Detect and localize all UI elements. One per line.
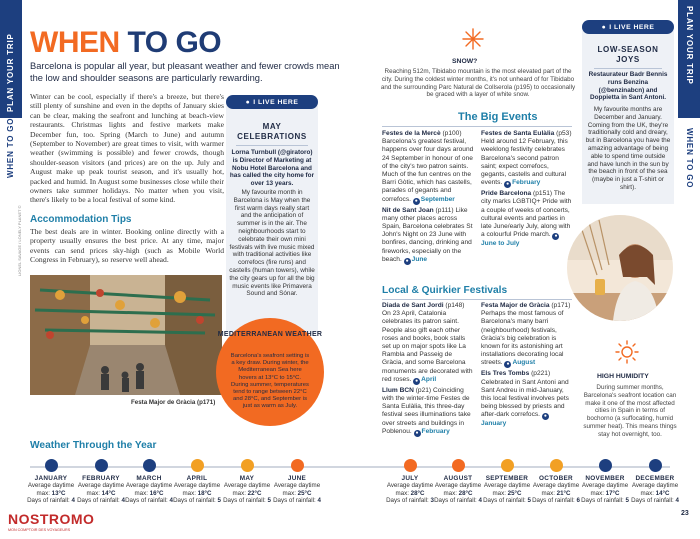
weather-icon (550, 459, 563, 472)
calendar-icon: ● (415, 429, 419, 436)
temp-label: Average daytime max: (27, 482, 75, 497)
month-name: MARCH (136, 475, 162, 482)
local-festivals-column-1 (382, 302, 474, 437)
temp-value: 13°C (51, 489, 66, 497)
festival-street-photo (30, 275, 222, 395)
calendar-icon: ● (405, 257, 409, 264)
title-part2: TO GO (127, 26, 222, 59)
right-band-label: PLAN YOUR TRIP (685, 6, 694, 85)
festival-item: Llum BCN (p21) Coinciding with the winter-time Festes de Santa Eulàlia, this three-day festival sees illuminations take over streets and buildings in Poblenou. ● February (382, 386, 471, 436)
page-title (30, 26, 221, 60)
mediterranean-body: Barcelona's seafront setting is a key draw. During winter, the Mediterranean Sea here hovers at 13°C to 15°C. During summer, temperatures tend to range between 22°C and 28°C, and September is just as warm as July. (230, 353, 310, 410)
weather-icon (501, 459, 514, 472)
divider (236, 145, 308, 146)
weather-icon (649, 459, 662, 472)
temp-value: 28°C (458, 489, 473, 497)
temp-label: Average daytime max: (581, 482, 629, 497)
nostromo-logo: NOSTROMO MON COMPTOIR DES VOYAGEURS (6, 509, 74, 539)
snow-body: Reaching 512m, Tibidabo mountain is the most elevated part of the city. During the coldest winter months, it's not unheard of for Tibidabo and the surrounding Parc Natural de Collserola (p195) to occasionally be graced with a layer of white snow. (380, 68, 576, 99)
temp-label: Average daytime max: (532, 482, 580, 497)
low-season-body: My favourite months are December and January. Coming from the UK, they're traditionally cold and dreary, but in Barcelona you have the amazing advantage of being able to spend time outside and have lunch in the sun by the beach in front of the sea (maybe in just a T-shirt or shirt). (585, 106, 671, 191)
rain-value: 5 (267, 497, 271, 505)
month-name: JUNE (287, 475, 307, 482)
rain-label: Days of rainfall: (581, 497, 626, 505)
month-name: JANUARY (34, 475, 68, 482)
page-number: 23 (681, 510, 689, 517)
low-season-heading: LOW-SEASON JOYS (597, 45, 659, 64)
rain-value: 6 (576, 497, 580, 505)
low-season-intro: Restaurateur Badr Bennis runs Benzina (@benzinabcn) and Doppietta in Sant Antoni. (588, 71, 668, 102)
rain-label: Days of rainfall: (77, 497, 122, 505)
temp-label: Average daytime max: (173, 482, 221, 497)
month-name: JULY (401, 475, 419, 482)
rain-label: Days of rainfall: (532, 497, 577, 505)
month-stats (626, 482, 684, 505)
month-name: OCTOBER (539, 475, 573, 482)
title-part1: WHEN (30, 26, 120, 59)
snow-heading: SNOW? (452, 58, 478, 65)
month-name: DECEMBER (635, 475, 675, 482)
month-june (268, 459, 326, 505)
calendar-icon: ● (506, 361, 510, 368)
temp-value: 28°C (410, 489, 425, 497)
temp-label: Average daytime max: (434, 482, 482, 497)
event-item: Festes de Santa Eulàlia (p53) Held around 12 February, this weeklong festivity celebrates Barcelona's second patron saint; expect correfocs, gegants, castells and cultural events. ● February (481, 130, 572, 188)
temp-value: 25°C (297, 489, 312, 497)
month-name: FEBRUARY (82, 475, 120, 482)
festival-item: Els Tres Tombs (p221) Celebrated in Sant Antoni and Sant Andreu in mid-January, this local festival involves pets being blessed by priests and after-dark correfocs. ●January (481, 370, 569, 428)
calendar-icon: ● (543, 413, 547, 420)
month-name: NOVEMBER (585, 475, 625, 482)
rain-label: Days of rainfall: (386, 497, 431, 505)
accommodation-text: The best deals are in winter. Booking online directly with a property usually ensures the best price. At any time, major events can send prices sky-high (such as Mobile World Congress in February), so reserve well ahead. (30, 227, 224, 265)
rain-value: 4 (71, 497, 75, 505)
event-item: Pride Barcelona (p151) The city marks LGBTIQ+ Pride with a couple of weeks of concerts, cultural events and parties in late June/early July, along with a colourful Pride march. ●June to July (481, 190, 572, 248)
rain-value: 5 (625, 497, 629, 505)
snowflake-icon (462, 28, 484, 50)
temp-value: 25°C (507, 489, 522, 497)
event-item: Festes de la Mercè (p100) Barcelona's greatest festival, happens over four days around 24 September in honour of one of the city's two patron saints. Much of the fun centres on the Barri Gòtic, which has castells, parades of gegants and correfocs. ● September (382, 130, 474, 204)
temp-value: 22°C (247, 489, 262, 497)
rain-value: 4 (317, 497, 321, 505)
calendar-icon: ● (506, 181, 510, 188)
humidity-body: During summer months, Barcelona's seafront location can make it one of the most affected cities in Spain in terms of bochorno (a suffocating, humid summer heat). This means things stay hot overnight, too. (583, 384, 677, 438)
event-item: Nit de Sant Joan (p111) Like many other places across Spain, Barcelona celebrates St John's Night on 23 June with bonfires, dancing, drinking and fireworks, especially on the beach. ● June (382, 206, 473, 264)
calendar-icon: ● (554, 233, 558, 240)
photo-credit: LIONEL SAVAGE / LONELY PLANET © (17, 205, 22, 276)
rain-label: Days of rainfall: (27, 497, 72, 505)
location-pin-icon: ● (601, 23, 607, 31)
temp-label: Average daytime max: (386, 482, 434, 497)
temp-value: 16°C (149, 489, 164, 497)
rain-label: Days of rainfall: (173, 497, 218, 505)
big-events-column-2 (481, 130, 573, 248)
rain-value: 4 (675, 497, 679, 505)
weather-heading: Weather Through the Year (30, 440, 157, 451)
left-section-label: WHEN TO GO (6, 117, 15, 178)
temp-label: Average daytime max: (273, 482, 321, 497)
temp-label: Average daytime max: (125, 482, 173, 497)
weather-icon (404, 459, 417, 472)
temp-label: Average daytime max: (77, 482, 125, 497)
big-events-column-1 (382, 130, 474, 265)
weather-icon (95, 459, 108, 472)
divider (594, 68, 662, 69)
sun-icon (615, 340, 639, 364)
location-pin-icon: ● (245, 98, 251, 106)
main-paragraph: Winter can be cool, especially if there's a breeze, but there's still plenty of sunshine and even in the depths of January skies can be clear, making the seafront and lunching at beach-view restaurants. Christmas lights and festive markets make December fun, too. Spring (March to June) and autumn (September to November) are great times to visit, with warmer weather (swimming is possible) and fewer crowds, though shoulder-season visitors (and prices) are on the up. July and August make up peak tourist season, and it's usually hot, packed and humid. In August some businesses close while their owners take summer holidays. No matter when you visit, there's likely to be a local festival of some kind. (30, 92, 224, 205)
local-festivals-column-2 (481, 302, 573, 429)
rain-value: 5 (527, 497, 531, 505)
mediterranean-heading: MEDITERRANEAN WEATHER (217, 331, 323, 338)
weather-icon (45, 459, 58, 472)
rain-label: Days of rainfall: (273, 497, 318, 505)
month-stats (268, 482, 326, 505)
temp-label: Average daytime max: (631, 482, 679, 497)
temp-value: 21°C (556, 489, 571, 497)
rain-label: Days of rainfall: (125, 497, 170, 505)
temp-value: 14°C (655, 489, 670, 497)
month-december (626, 459, 684, 505)
woman-portrait-photo (567, 215, 673, 321)
may-celebrations-heading: MAY CELEBRATIONS (237, 122, 307, 141)
rain-value: 3 (430, 497, 434, 505)
calendar-icon: ● (415, 377, 419, 384)
calendar-icon: ● (414, 197, 418, 204)
divider (382, 299, 572, 300)
photo-caption: Festa Major de Gràcia (p171) (131, 399, 216, 406)
festival-item: Diada de Sant Jordi (p148) On 23 April, Catalonia celebrates its patron saint. People also gift each other roses and books, book stalls set up on major spots like La Rambla and Passeig de Gràcia, and some Barcelona monuments are decorated with red roses. ● April (382, 302, 473, 384)
intro-text: Barcelona is popular all year, but pleasant weather and fewer crowds mean the low and shoulder seasons are particularly rewarding. (30, 61, 340, 83)
weather-icon (452, 459, 465, 472)
rain-value: 4 (121, 497, 125, 505)
weather-icon (191, 459, 204, 472)
accommodation-heading: Accommodation Tips (30, 214, 132, 225)
weather-icon (143, 459, 156, 472)
rain-label: Days of rainfall: (483, 497, 528, 505)
rain-label: Days of rainfall: (631, 497, 676, 505)
big-events-heading: The Big Events (458, 111, 538, 123)
temp-value: 17°C (605, 489, 620, 497)
mediterranean-weather-circle (216, 318, 324, 426)
left-band-label: PLAN YOUR TRIP (6, 33, 15, 112)
may-body: My favourite month in Barcelona is May when the first warm days really start and the anticipation of summer is in the air. The neighbourhoods start to celebrate their own mini festivals with live music mixed with traditional activities like correfocs (fire runs) and castells (human towers), while the city gears up for all the big music events like Primavera Sound and Sónar. (229, 189, 315, 298)
divider (382, 126, 572, 127)
temp-value: 18°C (197, 489, 212, 497)
rain-label: Days of rainfall: (434, 497, 479, 505)
month-name: AUGUST (443, 475, 473, 482)
month-name: SEPTEMBER (485, 475, 529, 482)
i-live-here-tag-right: ● I LIVE HERE (582, 20, 674, 34)
month-name: APRIL (186, 475, 208, 482)
local-festivals-heading: Local & Quirkier Festivals (382, 285, 508, 296)
rain-label: Days of rainfall: (223, 497, 268, 505)
weather-icon (241, 459, 254, 472)
i-live-here-tag-left: ● I LIVE HERE (226, 95, 318, 109)
right-section-label: WHEN TO GO (685, 128, 694, 189)
rain-value: 5 (217, 497, 221, 505)
temp-label: Average daytime max: (223, 482, 271, 497)
festival-item: Festa Major de Gràcia (p171) Perhaps the most famous of Barcelona's many barri (neighbourhood) festivals, Gràcia's big celebration is known for its astonishing art installations decorating local streets. ● August (481, 302, 571, 368)
weather-icon (291, 459, 304, 472)
may-intro: Lorna Turnbull (@giratoro) is Director of Marketing at Nobu Hotel Barcelona and has called the city home for over 13 years. (229, 149, 315, 188)
temp-label: Average daytime max: (483, 482, 531, 497)
month-name: MAY (239, 475, 255, 482)
humidity-heading: HIGH HUMIDITY (597, 373, 649, 380)
rain-value: 4 (478, 497, 482, 505)
temp-value: 14°C (101, 489, 116, 497)
rain-value: 4 (169, 497, 173, 505)
weather-icon (599, 459, 612, 472)
